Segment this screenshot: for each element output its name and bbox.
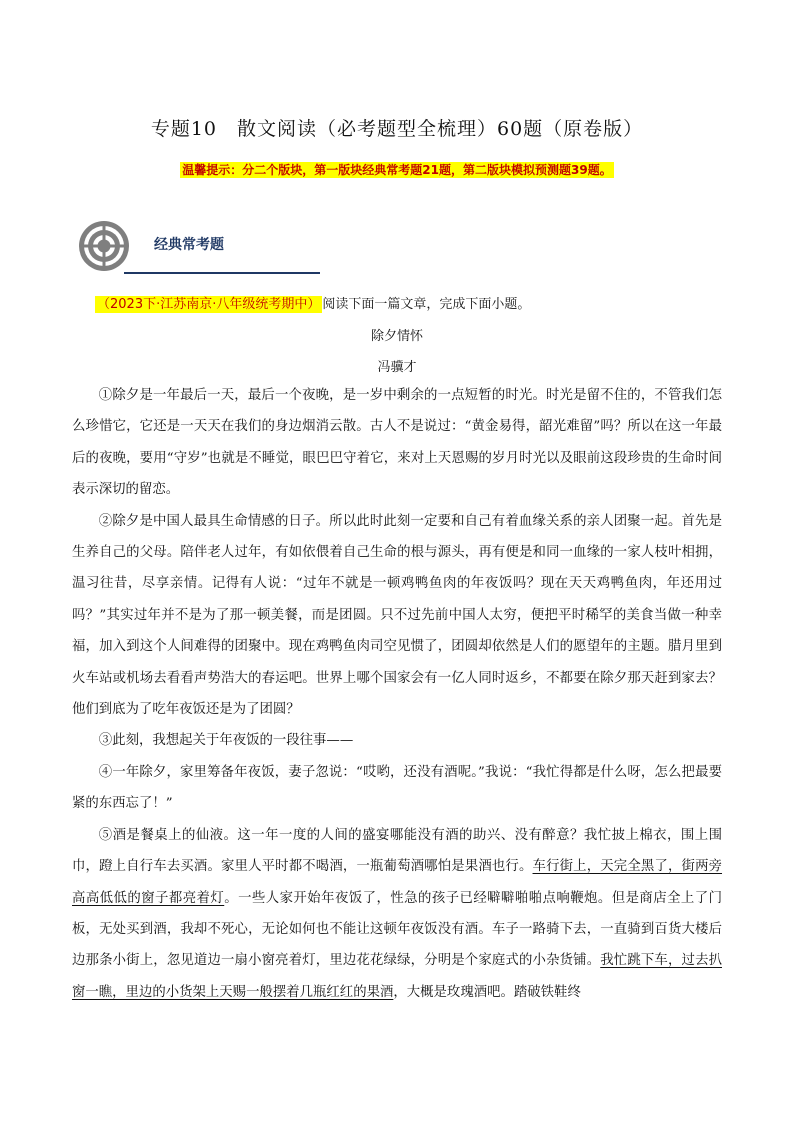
section-underline [124, 272, 320, 274]
paragraph-text: ⑤酒是餐桌上的仙液。这一年一度的人间的盛宴哪能没有酒的助兴、没有醉意？我忙披上棉衣，围上围巾，蹬上自行车去买酒。家里人平时都不喝酒，一瓶葡萄酒哪怕是果酒也行。 [72, 827, 722, 875]
paragraph-text: ①除夕是一年最后一天，最后一个夜晚，是一岁中剩余的一点短暂的时光。时光是留不住的，不管我们怎么珍惜它，它还是一天天在我们的身边烟消云散。古人不是说过：“黄金易得，韶光难留”吗？所以在这一年最后的夜晚，要用“守岁”也就是不睡觉，眼巴巴守着它，来对上天恩赐的岁月时光以及眼前这段珍贵的生命时间表示深切的留恋。 [72, 388, 722, 498]
section-label: 经典常考题 [154, 237, 224, 253]
paragraph-text: ④一年除夕，家里筹备年夜饭，妻子忽说：“哎哟，还没有酒呢。”我说：“我忙得都是什么呀，怎么把最要紧的东西忘了！” [72, 764, 722, 812]
target-icon [78, 220, 130, 272]
paragraph-text: ②除夕是中国人最具生命情感的日子。所以此时此刻一定要和自己有着血缘关系的亲人团聚一起。首先是生养自己的父母。陪伴老人过年，有如依偎着自己生命的根与源头，再有便是和同一血缘的一家人枝叶相拥，温习往昔，尽享亲情。记得有人说：“过年不就是一顿鸡鸭鱼肉的年夜饭吗？现在天天鸡鸭鱼肉，年还用过吗？”其实过年并不是为了那一顿美餐，而是团圆。只不过先前中国人太穷，便把平时稀罕的美食当做一种幸福，加入到这个人间难得的团聚中。现在鸡鸭鱼肉司空见惯了，团圆却依然是人们的愿望年的主题。腊月里到火车站或机场去看看声势浩大的春运吧。世界上哪个国家会有一亿人同时返乡，不都要在除夕那天赶到家去？他们到底为了吃年夜饭还是为了团圆？ [72, 513, 722, 718]
article-body [72, 380, 722, 1008]
tip-banner [0, 161, 794, 178]
question-source: （2023下·江苏南京·八年级统考期中） [97, 297, 321, 312]
article-paragraph [72, 725, 722, 756]
article-paragraph [72, 380, 722, 506]
article-paragraph [72, 757, 722, 820]
tip-text: 温馨提示：分二个版块，第一版块经典常考题21题，第二版块模拟预测题39题。 [182, 163, 612, 177]
section-header [78, 220, 258, 280]
article-paragraph [72, 506, 722, 726]
article-paragraph [72, 820, 722, 1008]
document-title: 专题10 散文阅读（必考题型全梳理）60题（原卷版） [150, 118, 644, 140]
question-intro [95, 293, 530, 312]
paragraph-text: 。一些人家开始年夜饭了，性急的孩子已经噼噼啪啪点响鞭炮。但是商店全上了门板，无处买到酒，我却不死心，无论如何也不能让这顿年夜饭没有酒。车子一路骑下去，一直骑到百货大楼后边那条小街上，忽见道边一扇小窗亮着灯，里边花花绿绿，分明是个家庭式的小杂货铺。 [72, 890, 722, 969]
paragraph-text: ，大概是玫瑰酒吧。踏破铁鞋终 [393, 984, 581, 1000]
question-instruction: 阅读下面一篇文章，完成下面小题。 [322, 297, 531, 312]
underlined-sentence: 我忙跳下车，过去扒窗一瞧，里边的小货架上天赐一般摆着几瓶红红的果酒 [72, 953, 722, 1000]
article-title: 除夕情怀 [370, 329, 423, 344]
article-author: 冯骥才 [377, 360, 417, 375]
underlined-sentence: 车行街上，天完全黑了，街两旁高高低低的窗子都亮着灯 [72, 859, 723, 906]
paragraph-text: ③此刻，我想起关于年夜饭的一段往事—— [98, 733, 354, 749]
